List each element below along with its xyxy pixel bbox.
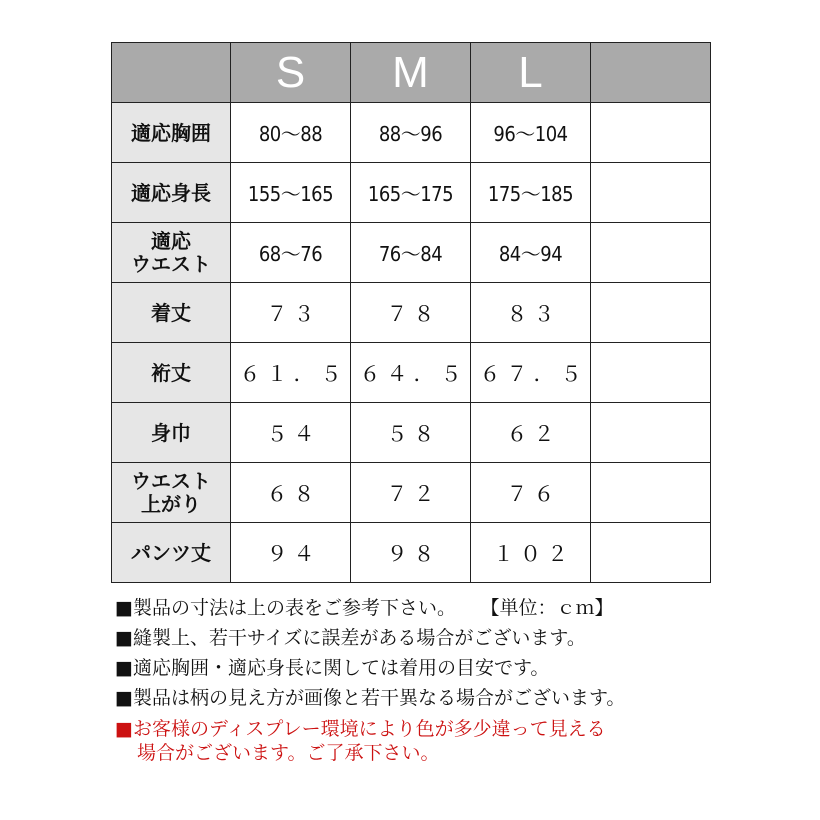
unit-label: 【単位：ｃｍ】 xyxy=(489,597,614,619)
square-bullet-icon: ■ xyxy=(115,687,133,709)
note-line xyxy=(115,623,815,653)
warning-line xyxy=(115,741,815,765)
value-cell: 84～94 xyxy=(471,223,591,283)
value-cell: ６４．５ xyxy=(351,343,471,403)
value-cell: 68～76 xyxy=(231,223,351,283)
row-label-pants-length: パンツ丈 xyxy=(112,523,231,583)
blank-cell xyxy=(591,163,711,223)
value-cell: ５４ xyxy=(231,403,351,463)
blank-cell xyxy=(591,523,711,583)
size-header-l: L xyxy=(471,43,591,103)
value-cell: 96～104 xyxy=(471,103,591,163)
warning-text: お客様のディスプレー環境により色が多少違って見える xyxy=(132,718,606,740)
blank-cell xyxy=(591,463,711,523)
row-label-body-width: 身巾 xyxy=(112,403,231,463)
size-header-m: M xyxy=(351,43,471,103)
row-label-height: 適応身長 xyxy=(112,163,231,223)
note-text: 適応胸囲・適応身長に関しては着用の目安です。 xyxy=(132,657,550,679)
value-cell: 155～165 xyxy=(231,163,351,223)
warning-line xyxy=(115,717,815,741)
size-chart-table xyxy=(111,42,711,583)
value-cell: ７６ xyxy=(471,463,591,523)
table-row xyxy=(112,403,711,463)
row-label-line: 適応 xyxy=(151,228,191,253)
note-text: 製品は柄の見え方が画像と若干異なる場合がございます。 xyxy=(132,687,626,709)
table-row xyxy=(112,223,711,283)
table-row xyxy=(112,463,711,523)
value-cell: 175～185 xyxy=(471,163,591,223)
row-label-line: 上がり xyxy=(141,491,201,516)
value-cell: ９８ xyxy=(351,523,471,583)
value-cell: ８３ xyxy=(471,283,591,343)
size-header-row xyxy=(112,43,711,103)
value-cell: ９４ xyxy=(231,523,351,583)
square-bullet-icon: ■ xyxy=(115,718,133,740)
row-label-length: 着丈 xyxy=(112,283,231,343)
table-row xyxy=(112,283,711,343)
square-bullet-icon: ■ xyxy=(115,657,133,679)
value-cell: 76～84 xyxy=(351,223,471,283)
warning-text: 場合がございます。ご了承下さい。 xyxy=(137,742,440,764)
note-line xyxy=(115,653,815,683)
value-cell: ７８ xyxy=(351,283,471,343)
value-cell: ６１．５ xyxy=(231,343,351,403)
size-header-s: S xyxy=(231,43,351,103)
value-cell: ６８ xyxy=(231,463,351,523)
note-line xyxy=(115,593,815,623)
value-cell: ５８ xyxy=(351,403,471,463)
value-cell: ７３ xyxy=(231,283,351,343)
blank-cell xyxy=(591,343,711,403)
row-label-sleeve: 裄丈 xyxy=(112,343,231,403)
value-cell: 88～96 xyxy=(351,103,471,163)
note-text: 製品の寸法は上の表をご参考下さい。 xyxy=(132,597,456,619)
blank-cell xyxy=(591,223,711,283)
value-cell: ６７．５ xyxy=(471,343,591,403)
note-text: 縫製上、若干サイズに誤差がある場合がございます。 xyxy=(132,627,586,649)
square-bullet-icon: ■ xyxy=(115,597,133,619)
header-corner-cell xyxy=(112,43,231,103)
value-cell: 80～88 xyxy=(231,103,351,163)
table-row xyxy=(112,103,711,163)
row-label-waist-finished xyxy=(112,463,231,523)
note-line xyxy=(115,683,815,713)
row-label-line: ウエスト xyxy=(131,251,211,276)
table-row xyxy=(112,523,711,583)
blank-cell xyxy=(591,103,711,163)
row-label-chest: 適応胸囲 xyxy=(112,103,231,163)
blank-cell xyxy=(591,403,711,463)
row-label-line: ウエスト xyxy=(131,468,211,493)
blank-cell xyxy=(591,283,711,343)
table-row xyxy=(112,343,711,403)
square-bullet-icon: ■ xyxy=(115,627,133,649)
notes-section xyxy=(115,593,815,765)
value-cell: ７２ xyxy=(351,463,471,523)
header-blank-cell xyxy=(591,43,711,103)
table-row xyxy=(112,163,711,223)
warning-note xyxy=(115,717,815,765)
value-cell: ６２ xyxy=(471,403,591,463)
value-cell: 165～175 xyxy=(351,163,471,223)
value-cell: １０２ xyxy=(471,523,591,583)
row-label-waist-fit xyxy=(112,223,231,283)
